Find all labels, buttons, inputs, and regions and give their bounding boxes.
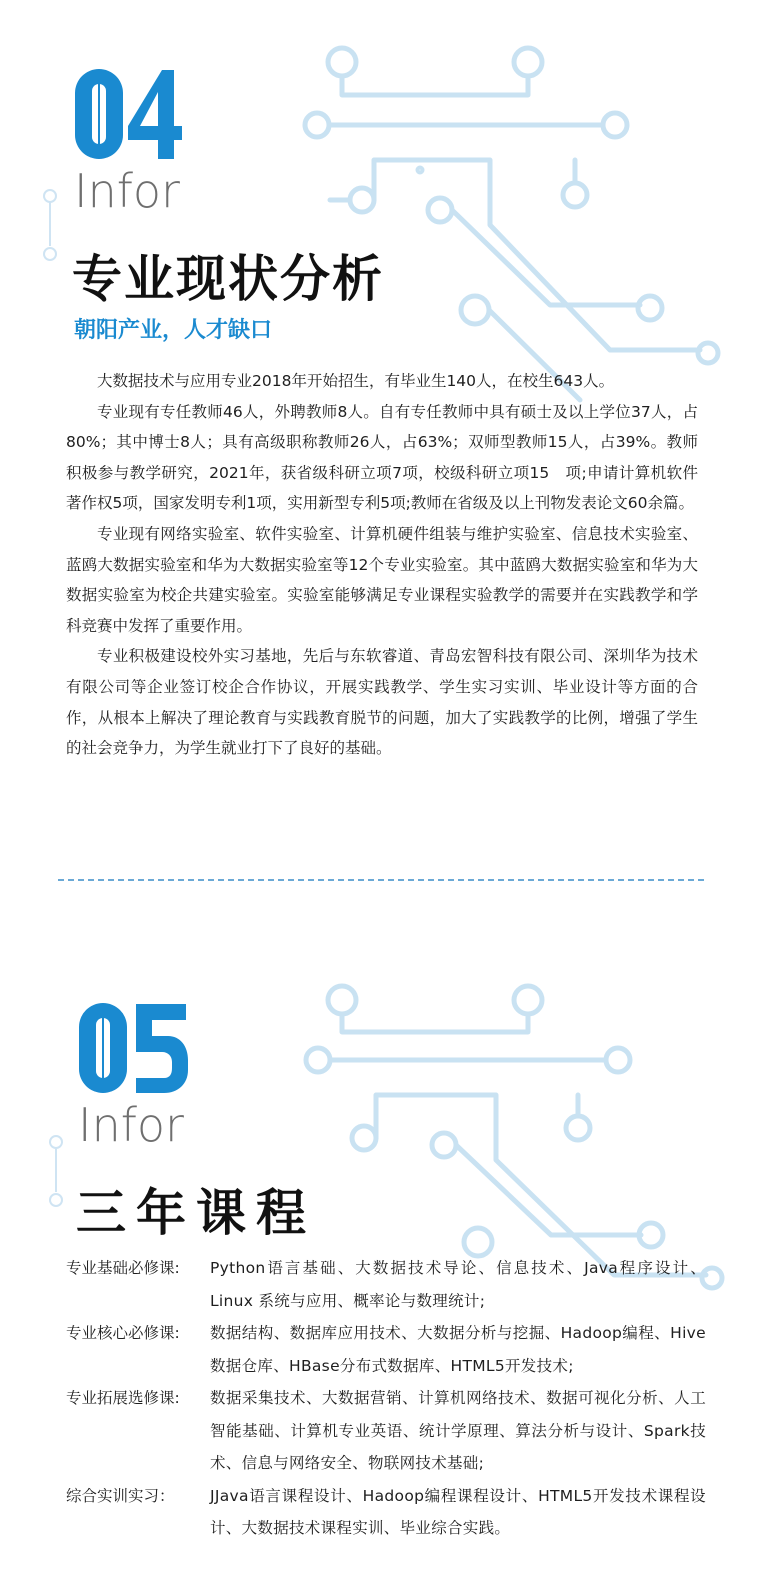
number-badge-04-icon — [74, 68, 184, 162]
course-row — [66, 1382, 706, 1480]
number-badge-05-icon — [78, 1002, 190, 1096]
course-category-value: Python语言基础、大数据技术导论、信息技术、Java程序设计、Linux 系统与应用、概率论与数理统计; — [210, 1259, 706, 1310]
section-title: 专业现状分析 — [72, 250, 384, 308]
course-category-value: 数据采集技术、大数据营销、计算机网络技术、数据可视化分析、人工智能基础、计算机专业英语、统计学原理、算法分析与设计、Spark技术、信息与网络安全、物联网技术基础; — [210, 1389, 706, 1472]
course-category-value: JJava语言课程设计、Hadoop编程课程设计、HTML5开发技术课程设计、大数据技术课程实训、毕业综合实践。 — [210, 1486, 706, 1537]
paragraph: 专业现有专任教师46人，外聘教师8人。自有专任教师中具有硕士及以上学位37人，占80%；其中博士8人；具有高级职称教师26人，占63%；双师型教师15人，占39%。教师积极参与教学研究，2021年，获省级科研立项7项，校级科研立项15 项;申请计算机软件著作权5项，国家发明专利1项，实用新型专利5项;教师在省级及以上刊物发表论文60余篇。 — [66, 402, 698, 513]
course-category-value: 数据结构、数据库应用技术、大数据分析与挖掘、Hadoop编程、Hive数据仓库、HBase分布式数据库、HTML5开发技术; — [210, 1324, 706, 1375]
paragraph: 专业积极建设校外实习基地，先后与东软睿道、青岛宏智科技有限公司、深圳华为技术有限公司等企业签订校企合作协议，开展实践教学、学生实习实训、毕业设计等方面的合作，从根本上解决了理论教育与实践教育脱节的问题，加大了实践教学的比例，增强了学生的社会竞争力，为学生就业打下了良好的基础。 — [66, 647, 698, 758]
course-row — [66, 1317, 706, 1382]
course-category-label: 综合实训实习： — [66, 1486, 175, 1505]
side-dot-line-icon — [38, 180, 62, 270]
infor-label: Infor — [74, 164, 180, 218]
course-category-label: 专业核心必修课: — [66, 1324, 180, 1342]
course-list — [66, 1252, 706, 1545]
dashed-divider — [58, 879, 704, 881]
course-category-label: 专业拓展选修课: — [66, 1389, 180, 1407]
course-category-label: 专业基础必修课: — [66, 1259, 180, 1277]
paragraph: 大数据技术与应用专业2018年开始招生，有毕业生140人，在校生643人。 — [97, 372, 615, 390]
infor-label: Infor — [78, 1098, 184, 1152]
course-row — [66, 1480, 706, 1545]
section-subtitle: 朝阳产业，人才缺口 — [74, 318, 273, 343]
side-dot-line-icon — [44, 1128, 68, 1218]
course-row — [66, 1252, 706, 1317]
body-text — [66, 366, 698, 764]
paragraph: 专业现有网络实验室、软件实验室、计算机硬件组装与维护实验室、信息技术实验室、蓝鸥大数据实验室和华为大数据实验室等12个专业实验室。其中蓝鸥大数据实验室和华为大数据实验室为校企共建实验室。实验室能够满足专业课程实验教学的需要并在实践教学和学科竞赛中发挥了重要作用。 — [66, 524, 698, 635]
section-title: 三年课程 — [76, 1184, 316, 1242]
